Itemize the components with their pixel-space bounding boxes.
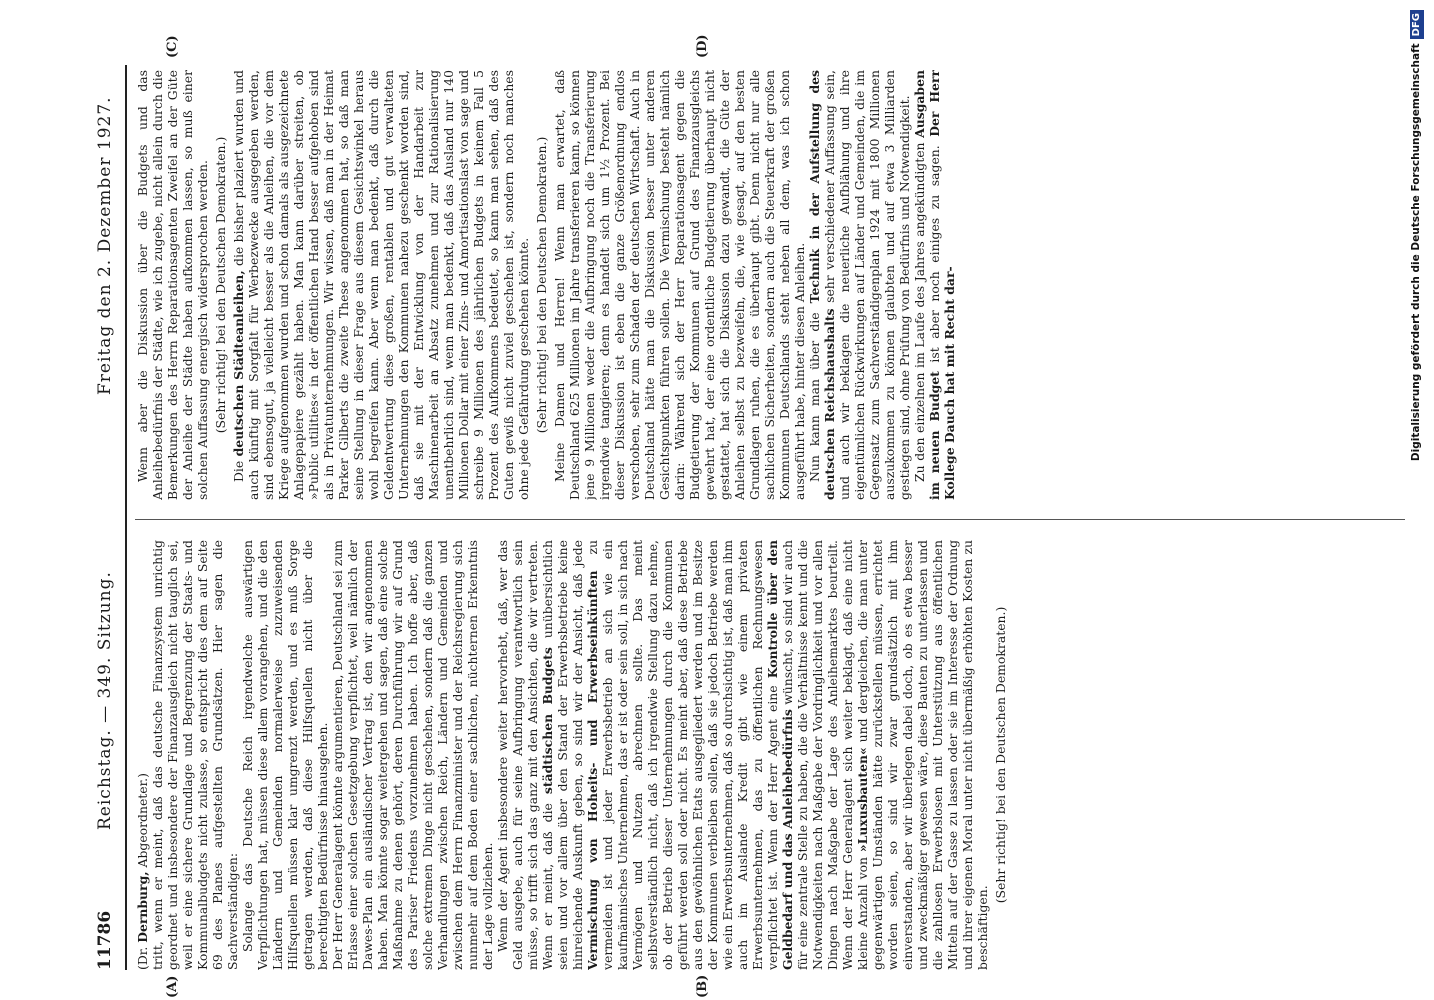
speaker-name: Dernburg, (135, 871, 150, 943)
paragraph: Wenn der Agent insbesondere weiter hervorhebt, daß, wer das Geld ausgebe, auch für seine Aufbringung verantwortlich sein müsse, so trifft sich das ganz mit den Ansichten, die wir vertreten. Wenn er meint, daß die städtischen Budgets unübersichtlich seien und vor allem über den Stand der Erwerbsbetriebe keine hinreichende Auskunft geben, so sind wir der Ansicht, daß jede Vermischung von Hoheits- und Erwerbseinkünften zu vermeiden ist und jeder Erwerbsbetrieb an sich wie ein kaufmännisches Unternehmen, das er ist oder sein soll, in sich nach Vermögen und Nutzen abrechnen sollte. Das meint selbstverständlich nicht, daß ich irgendwie Stellung dazu nehme, ob der Betrieb dieser Unternehmungen durch die Kommunen geführt werden soll oder nicht. Es meint aber, daß diese Betriebe aus den gewöhnlichen Etats ausgegliedert werden und im Besitze der Kommunen verbleiben sollen, daß sie jedoch Betriebe werden wie ein Erwerbsunternehmen, daß so durchsichtig ist, daß man ihm auch im Auslande Kredit gibt wie einem privaten Erwerbsunternehmen, das zu öffentlichen Rechnungswesen verpflichtet ist. Wenn der Herr Agent eine Kontrolle über den Geldbedarf und das Anleihebedürfnis wünscht, so sind wir auch für eine zentrale Stelle zu haben, die die Verhältnisse kennt und die Notwendigkeiten nach Maßgabe der Vordringlichkeit und vor allen Dingen nach Maßgabe der Lage des Anleihemarktes beurteilt. Wenn der Herr Generalagent sich weiter beklagt, daß eine nicht kleine Anzahl von »Luxusbauten« und dergleichen, die man unter gegenwärtigen Umständen hätte zurückstellen müssen, errichtet worden seien, so sind wir zwar grundsätzlich mit ihm einverstanden, aber wir überlegen dabei doch, ob es etwa besser und zweckmäßiger gewesen wäre, diese Bauten zu unterlassen und die zahllosen Erwerbslosen mit Unterstützung aus öffentlichen Mitteln auf der Gasse zu lassen oder sie im Interesse der Ordnung und ihrer eigenen Moral unter nicht übermäßig erhöhten Kosten zu beschäftigen. (495, 540, 990, 970)
margin-marker-d: (D) (695, 34, 710, 58)
paragraph: Nun kann man über die Technik in der Aufstellung des deutschen Reichshaushalts sehr verschiedener Auffassung sein, und auch wir beklagen die neuerliche Aufblähung und ihre eigentümlichen Rückwirkungen auf Länder und Gemeinden, die im Gegensatz zum Sachverständigenplan 1924 mit 1800 Millionen auszukommen zu können glaubten und auf etwa 3 Milliarden gestiegen sind, ohne Prüfung von Bedürfnis und Notwendigkeit. (807, 70, 912, 500)
interjection: (Sehr richtig! bei den Deutschen Demokraten.) (993, 606, 1008, 904)
paragraph: Der Herr Generalagent könnte argumentieren, Deutschland sei zum Erlasse einer solchen Gesetzgebung verpflichtet, weil nämlich der Dawes-Plan ein ausländischer Vertrag ist, den wir angenommen haben. Man könnte sogar weitergehen und sagen, daß eine solche Maßnahme zu denen gehört, deren Durchführung wir auf Grund des Pariser Friedens vorzunehmen haben. Ich hoffe aber, daß solche extremen Dinge nicht geschehen, sondern daß die ganzen Verhandlungen zwischen Reich, Ländern und Gemeinden und zwischen dem Herrn Finanzminister und der Reichsregierung sich nunmehr auf dem Boden einer sachlichen, nüchternen Erkenntnis der Lage vollziehen. (330, 540, 495, 970)
paragraph: Meine Damen und Herren! Wenn man erwartet, daß Deutschland 625 Millionen im Jahre transferieren kann, so können jene 9 Millionen weder die Aufbringung noch die Transferierung irgendwie tangieren; denn es handelt sich um 1½ Prozent. Bei dieser Diskussion ist eben die ganze Größenordnung endlos verschoben, sehr zum Schaden der deutschen Wirtschaft. Auch in Deutschland hätte man die Diskussion besser unter anderen Gesichtspunkten führen sollen. Die Vermischung besteht nämlich darin: Während sich der Herr Reparationsagent gegen die Budgetierung der Kommunen auf Grund des Finanzausgleichs gewehrt hat, der eine ordentliche Budgetierung überhaupt nicht gestattet, hat sich die Diskussion dazu gewandt, die Güte der Anleihen selbst zu bezweifeln, die, wie gesagt, auf den besten Grundlagen ruhen, die es überhaupt gibt. Denn nicht nur alle sachlichen Sicherheiten, sondern auch die Steuerkraft der großen Kommunen Deutschlands steht neben all dem, was ich schon ausgeführt habe, hinter diesen Anleihen. (552, 70, 807, 500)
document-page (95, 34, 1425, 998)
interjection: (Sehr richtig! bei den Deutschen Demokraten.) (534, 136, 549, 434)
interjection: (Sehr richtig! bei den Deutschen Demokraten.) (213, 136, 228, 434)
left-column (135, 540, 1405, 970)
funding-note-text: Digitalisierung gefördert durch die Deutsche Forschungsgemeinschaft (1410, 43, 1422, 462)
margin-marker-b: (B) (695, 974, 710, 998)
right-column (135, 70, 1405, 500)
paragraph: Wenn aber die Diskussion über die Budgets und das Anleihebedürfnis der Städte, wie ich zugebe, nicht allein durch die Bemerkungen des Herrn Reparationsagenten Zweifel an der Güte der Anleihe der Städte haben aufkommen lassen, so muß einer solchen Auffassung energisch widersprochen werden. (135, 70, 210, 500)
paragraph: Zu den einzelnen im Laufe des Jahres angekündigten Ausgaben im neuen Budget ist aber noch einiges zu sagen. Der Herr Kollege Dauch hat mit Recht dar- (912, 70, 957, 500)
speaker-line: (Dr. Dernburg, Abgeordneter.) (135, 773, 150, 970)
column-divider (135, 519, 1405, 520)
running-head (95, 65, 123, 970)
quote-paragraph: Solange das Deutsche Reich irgendwelche auswärtigen Verpflichtungen hat, müssen diese allem vorangehen, und die den Ländern und Gemeinden normalerweise zuzuweisenden Hilfsquellen müssen klar umgrenzt werden, und es muß Sorge getragen werden, daß diese Hilfsquellen nicht über die berechtigten Bedürfnisse hinausgehen. (240, 540, 330, 970)
dfg-logo: DFG (1410, 10, 1424, 39)
session-title: Reichstag. — 349. Sitzung. (95, 571, 115, 830)
session-date: Freitag den 2. Dezember 1927. (95, 96, 115, 395)
paragraph: Die deutschen Städteanleihen, die bisher plaziert wurden und auch künftig mit Sorgfalt für Werbezwecke ausgegeben werden, sind ebensogut, ja vielleicht besser als die Anleihen, die vor dem Kriege aufgenommen wurden und schon damals als ausgezeichnete Anlagepapiere gezählt haben. Man kann darüber streiten, ob »Public utilities« in der öffentlichen Hand besser aufgehoben sind als in Privatunternehmungen. Wir wissen, daß man in der Heimat Parker Gilberts die zweite These angenommen hat, so daß man seine Stellung in dieser Frage aus diesem Gesichtswinkel heraus wohl begreifen kann. Aber wenn man bedenkt, daß durch die Geldentwertung diese großen, rentablen und gut verwalteten Unternehmungen den Kommunen nahezu geschenkt worden sind, daß sie mit der Entwicklung von der Handarbeit zur Maschinenarbeit an Absatz zunehmen und zur Rationalisierung unentbehrlich sind, wenn man bedenkt, daß das Ausland nur 140 Millionen Dollar mit einer Zins- und Amortisationslast von sage und schreibe 9 Millionen des jährlichen Budgets in keinem Fall 5 Prozent des Aufkommens bedeutet, so kann man sehen, daß des Guten gewiß nicht zuviel geschehen ist, sondern noch manches ohne jede Gefährdung geschehen könnte. (231, 70, 531, 500)
header-rule (125, 65, 127, 970)
funding-note (1404, 10, 1428, 990)
paragraph: tritt, wenn er meint, daß das deutsche Finanzsystem unrichtig geordnet und insbesondere der Finanzausgleich nicht tauglich sei, weil er eine sichere Grundlage und Begrenzung der Staats- und Kommunalbudgets nicht zulasse, so entspricht dies dem auf Seite 69 des Planes aufgestellten Grundsätzen. Hier sagen die Sachverständigen: (150, 540, 240, 970)
page-number: 11786 (95, 910, 115, 970)
margin-marker-a: (A) (165, 975, 180, 998)
margin-marker-c: (C) (165, 35, 180, 58)
